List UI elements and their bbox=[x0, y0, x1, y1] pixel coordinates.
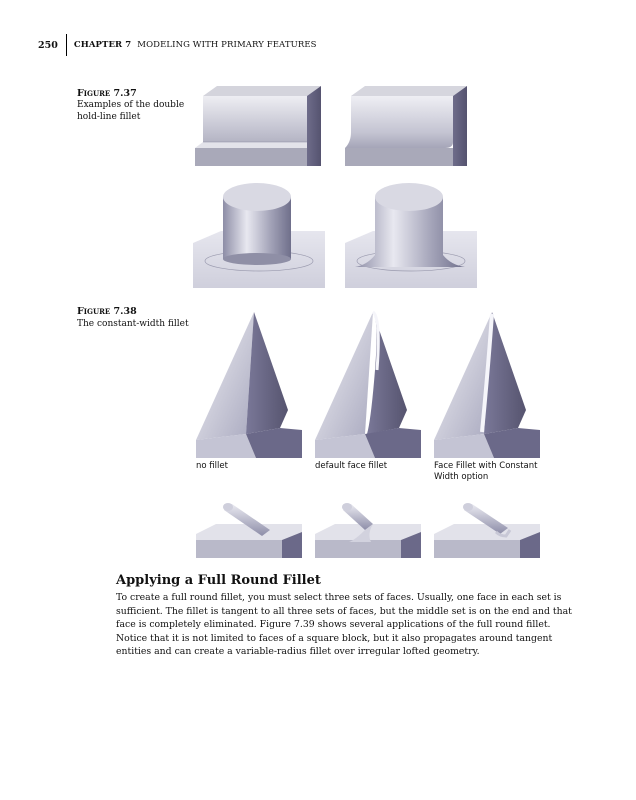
label-no-fillet: no fillet bbox=[196, 461, 228, 471]
label-constant-width-line1: Face Fillet with Constant bbox=[434, 461, 538, 471]
figure-7-38-caption: The constant-width fillet bbox=[77, 319, 189, 329]
page-number: 250 bbox=[38, 39, 58, 51]
pyramid-no-fillet-render bbox=[196, 310, 302, 458]
pin-constant-width-fillet-render bbox=[434, 500, 540, 558]
label-constant-width-line2: Width option bbox=[434, 472, 489, 482]
pin-default-face-fillet-render bbox=[315, 500, 421, 558]
cylinder-hold-line-sharp-render bbox=[193, 183, 325, 288]
label-default-face-fillet: default face fillet bbox=[315, 461, 388, 471]
section-heading: Applying a Full Round Fillet bbox=[116, 573, 321, 588]
body-line: face is completely eliminated. Figure 7.39 shows several applications of the full round fillet. bbox=[116, 619, 551, 630]
chapter-title: MODELING WITH PRIMARY FEATURES bbox=[137, 40, 317, 50]
block-hold-line-fillet-render bbox=[345, 82, 470, 170]
figure-7-38-label: Figure 7.38 bbox=[77, 306, 137, 317]
page-header bbox=[38, 33, 317, 57]
body-line: Notice that it is not limited to faces of a square block, but it also propagates around tangent bbox=[116, 632, 553, 644]
figure-7-37-caption-line1: Examples of the double bbox=[77, 100, 185, 110]
body-line: sufficient. The fillet is tangent to all three sets of faces, but the middle set is on the end and that bbox=[116, 605, 572, 617]
figure-7-37-label: Figure 7.37 bbox=[77, 88, 137, 99]
body-line: entities and can create a variable-radius fillet over irregular lofted geometry. bbox=[116, 646, 480, 657]
figure-7-37-caption-line2: hold-line fillet bbox=[77, 112, 141, 122]
label-constant-width-fillet bbox=[434, 461, 538, 483]
pyramid-default-face-fillet-render bbox=[315, 310, 421, 458]
section-body bbox=[116, 591, 576, 659]
running-head bbox=[67, 40, 317, 50]
figure-7-37-caption bbox=[77, 99, 184, 123]
pyramid-constant-width-fillet-render bbox=[434, 310, 540, 458]
chapter-label: CHAPTER 7 bbox=[73, 40, 132, 50]
block-hold-line-sharp-render bbox=[195, 82, 325, 170]
body-line: To create a full round fillet, you must select three sets of faces. Usually, one face in each set is bbox=[116, 592, 562, 603]
cylinder-hold-line-fillet-render bbox=[345, 183, 477, 288]
pin-no-fillet-render bbox=[196, 500, 302, 558]
